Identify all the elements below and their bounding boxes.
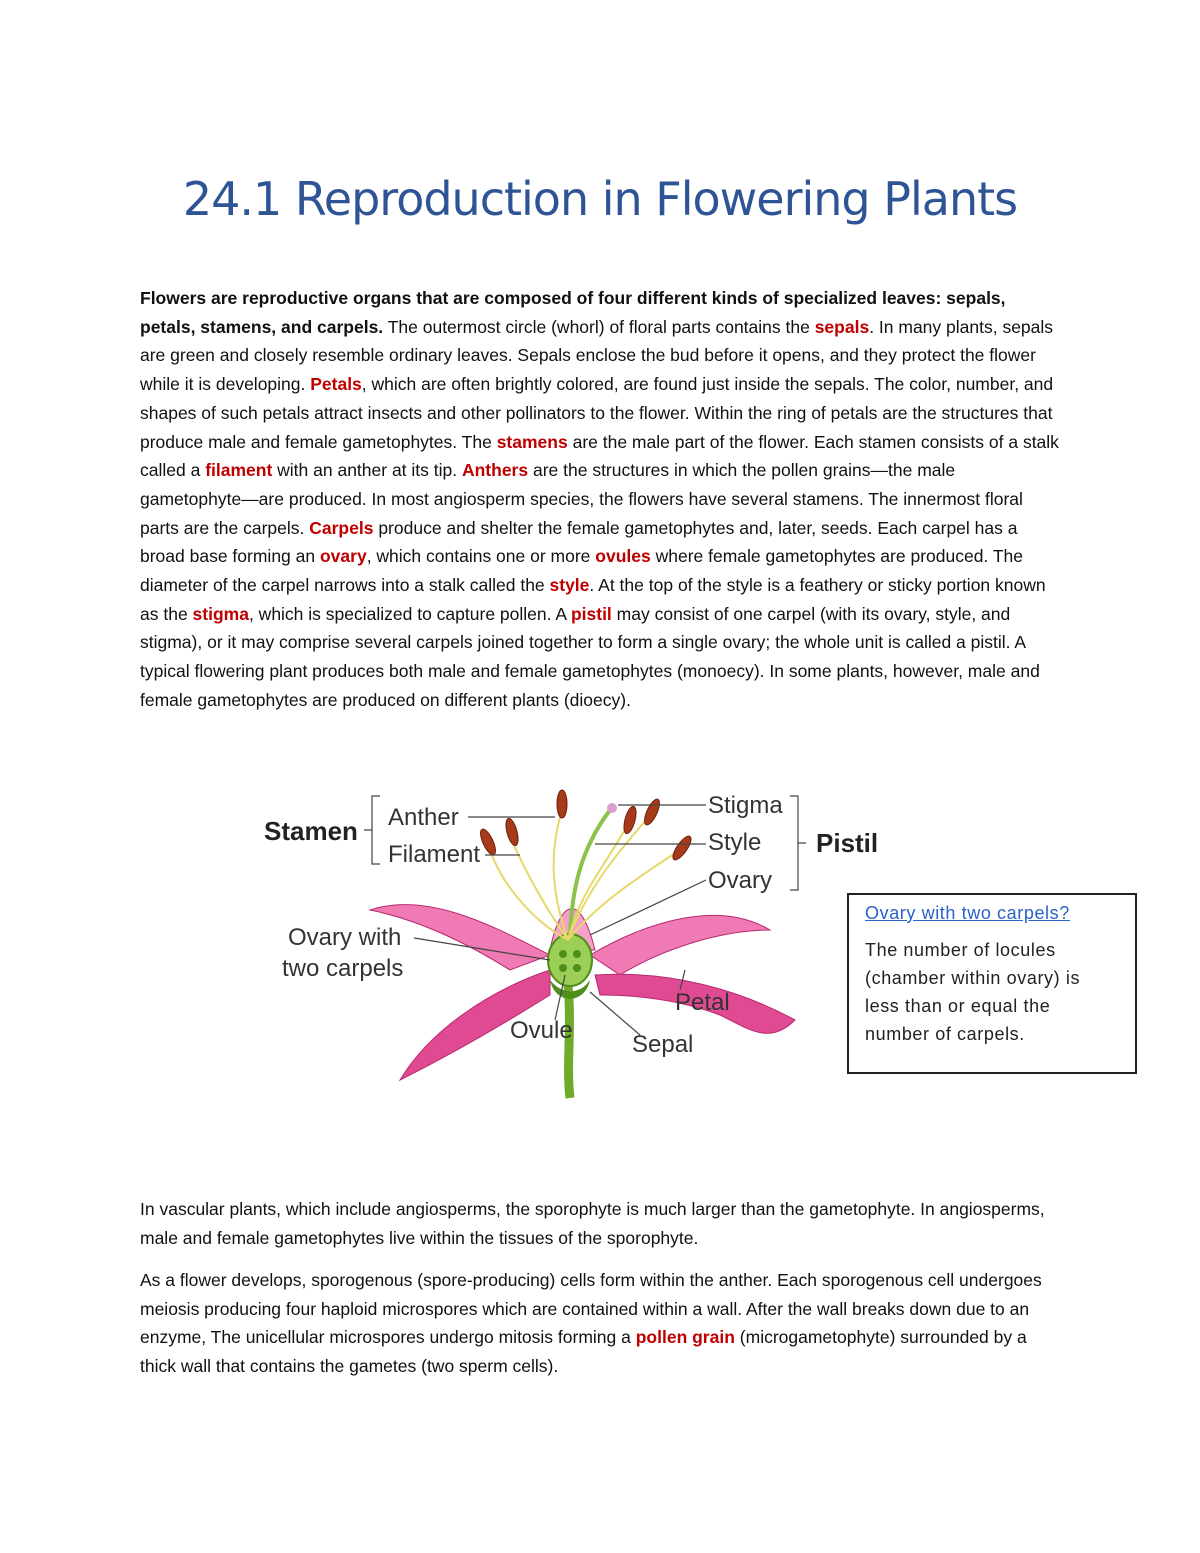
label-ovary-two-line2: two carpels: [282, 955, 404, 982]
bracket-stamen: [364, 796, 380, 864]
anther-shape: [642, 797, 663, 827]
text-run: The outermost circle (whorl) of floral parts contains the: [383, 316, 815, 337]
term-petals: Petals: [310, 374, 362, 395]
text-run: where female gametophytes are produced. The diameter of the carpel narrows into a stalk called the: [140, 546, 1023, 596]
anther-shape: [478, 827, 499, 857]
text-run: As a flower develops, sporogenous (spore-producing) cells form within the anther. Each sporogenous cell undergoes meiosis producing four haploid microspores which are contained within a wall. After the wall breaks down due to an enzyme, The unicellular microspores undergo mitosis forming a: [140, 1270, 1042, 1348]
term-carpels: Carpels: [309, 517, 374, 538]
intro-bold-sentence: Flowers are reproductive organs that are composed of four different kinds of specialized leaves: sepals, petals, stamens, and carpels.: [140, 288, 1006, 337]
text-run: may consist of one carpel (with its ovary, style, and stigma), or it may comprise several carpels joined together to form a single ovary; the whole unit is called a pistil. A typical flowering plant produces both male and female gametophytes (monoecy). In some plants, however, male and female gametophytes are produced on different plants (dioecy).: [140, 603, 1040, 710]
vascular-paragraph: In vascular plants, which include angiosperms, the sporophyte is much larger than the gametophyte. In angiosperms, male and female gametophytes live within the tissues of the sporophyte.: [140, 1199, 1045, 1248]
stigma-shape: [607, 803, 617, 813]
text-run: with an anther at its tip.: [272, 460, 462, 481]
term-anthers: Anthers: [461, 460, 529, 481]
flower-diagram: [250, 780, 879, 1100]
ovule-dot: [573, 964, 581, 972]
bracket-pistil: [790, 796, 806, 890]
label-stigma: Stigma: [708, 792, 783, 819]
term-pollen-grain: pollen grain: [635, 1327, 735, 1348]
label-stamen: Stamen: [264, 816, 358, 846]
anther-shape: [670, 834, 694, 863]
ovule-dot: [559, 950, 567, 958]
label-anther: Anther: [388, 804, 459, 831]
text-run: (microgametophyte) surrounded by a thick wall that contains the gametes (two sperm cells).: [140, 1327, 1027, 1377]
text-run: , which is specialized to capture pollen. A: [248, 603, 571, 624]
label-style: Style: [708, 829, 762, 856]
callout-title: Ovary with two carpels?: [865, 903, 1070, 923]
term-pistil: pistil: [570, 603, 612, 624]
term-style: style: [549, 575, 590, 596]
intro-paragraph: [140, 284, 1060, 715]
callout-box: [847, 893, 1137, 1074]
ovary-shape: [548, 934, 592, 986]
label-pistil: Pistil: [816, 828, 879, 858]
text-run: produce and shelter the female gametophytes and, later, seeds. Each carpel has a broad base forming an: [140, 517, 1018, 567]
term-stamens: stamens: [496, 431, 568, 452]
filaments: [490, 810, 680, 940]
text-run: , which contains one or more: [366, 546, 596, 567]
anther-shape: [557, 790, 567, 818]
text-run: are the structures in which the pollen grains—the male gametophyte—are produced. In most angiosperm species, the flowers have several stamens. The innermost floral parts are the carpels.: [140, 460, 1023, 538]
text-run: , which are often brightly colored, are found just inside the sepals. The color, number, and shapes of such petals attract insects and other pollinators to the flower. Within the ring of petals are the structures that produce male and female gametophytes. The: [140, 374, 1054, 452]
term-filament: filament: [205, 460, 273, 481]
term-sepals: sepals: [814, 316, 870, 337]
ovule-dot: [559, 964, 567, 972]
petal-right-upper: [590, 915, 770, 975]
page-title: 24.1 Reproduction in Flowering Plants: [182, 172, 1018, 226]
text-run: are the male part of the flower. Each stamen consists of a stalk called a: [140, 431, 1059, 481]
leader-sepal: [590, 992, 640, 1035]
label-ovary: Ovary: [708, 867, 773, 894]
ovule-dot: [573, 950, 581, 958]
label-sepal: Sepal: [632, 1031, 694, 1058]
anther-shape: [504, 817, 521, 847]
term-ovary: ovary: [319, 546, 367, 567]
label-filament: Filament: [388, 841, 481, 868]
term-stigma: stigma: [192, 603, 249, 624]
text-run: . In many plants, sepals are green and closely resemble ordinary leaves. Sepals enclose the bud before it opens, and they protect the flower while it is developing.: [140, 316, 1054, 395]
label-petal: Petal: [675, 989, 730, 1016]
callout-body: The number of locules (chamber within ovary) is less than or equal the number of carpels.: [865, 940, 1081, 1044]
sporogenous-paragraph: [140, 1266, 1060, 1381]
term-ovules: ovules: [595, 546, 651, 567]
label-ovule: Ovule: [510, 1017, 573, 1044]
label-ovary-two-line1: Ovary with: [288, 924, 402, 951]
text-run: . At the top of the style is a feathery or sticky portion known as the: [140, 575, 1046, 624]
